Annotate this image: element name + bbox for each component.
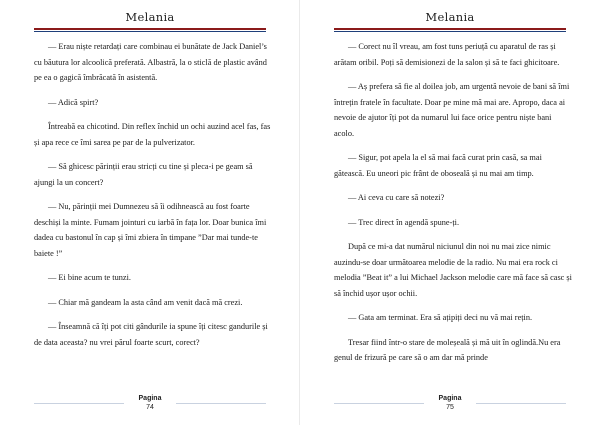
right-header-rule-red	[334, 28, 566, 30]
paragraph: — Erau niște retardați care combinau ei bunătate de Jack Daniel’s cu băutura lor alcoolică preferată. Albastră, la o sticlă de plastic având pe ea o gagică îmbrăcată în asistentă.	[34, 42, 267, 82]
left-header-rule-blue	[34, 31, 266, 32]
paragraph: — Gata am terminat. Era să ațipiți deci nu vă mai rețin.	[348, 313, 533, 322]
paragraph: — Sigur, pot apela la el să mai facă curat prin casă, sa mai gătească. Eu uneori pic frânt de oboseală și nu mai am timp.	[334, 153, 542, 178]
right-page-footer	[300, 394, 600, 412]
paragraph: — Înseamnă că îți pot citi gândurile ia spune îți citesc gandurile și de data aceasta? nu vrei părul foarte scurt, corect?	[34, 322, 268, 347]
paragraph: — Nu, părinții mei Dumnezeu să îi odihnească au fost foarte deschiși la minte. Fumam jointuri cu iarbă în fața lor. Doar bunica îmi dadea cu bastonul în cap și îmi zbiera în timpane ”Dar mai tunde-te baiete !”	[34, 202, 267, 258]
left-page-footer	[0, 394, 300, 412]
right-page-text	[334, 39, 572, 375]
paragraph: — Ei bine acum te tunzi.	[48, 273, 131, 282]
page-number: 74	[146, 404, 154, 411]
paragraph: — Adică spirt?	[48, 97, 99, 107]
right-header-rule-blue	[334, 31, 566, 32]
paragraph: După ce mi-a dat numărul niciunul din noi nu mai zice nimic auzindu-se doar următoarea melodie de la radio. Nu mai era rock ci melodia ”Beat it” a lui Michael Jackson melodie care mă face să casc și să închid ușor ușor ochii.	[334, 242, 572, 298]
paragraph: — Trec direct în agendă spune-ți.	[348, 217, 460, 227]
paragraph: — Ai ceva cu care să notezi?	[348, 193, 445, 202]
right-page	[300, 0, 600, 425]
paragraph: — Corect nu îl vreau, am fost tuns periuță cu aparatul de ras și arătam oribil. Poți să demisionezi de la salon și să te faci ghicitoare.	[334, 42, 560, 67]
paragraph: — Să ghicesc părinții erau stricți cu tine și pleca-i pe geam să ajungi la un concert?	[34, 162, 253, 187]
left-page-text	[34, 39, 272, 359]
paragraph: Întreabă ea chicotind. Din reflex închid un ochi auzind acel fas, fas și apa rece ce îmi sarea pe par de la pulverizator.	[34, 122, 271, 147]
left-header-rule-red	[34, 28, 266, 30]
page-label: Pagina	[438, 395, 462, 402]
paragraph: — Chiar mă gandeam la asta când am venit dacă mă crezi.	[48, 297, 243, 307]
right-header-title: Melania	[425, 10, 475, 24]
page-label: Pagina	[138, 395, 162, 402]
paragraph: — Aș prefera să fie al doilea job, am urgentă nevoie de bani să îmi întrețin fratele în facultate. Doar pe mine mă mai are. Apropo, daca ai nevoie de ajutor îți pot da numarul lui face orice pentru niște bani acolo.	[334, 82, 570, 138]
left-header-title: Melania	[125, 10, 175, 24]
page-number: 75	[446, 404, 454, 411]
paragraph: Tresar fiind într-o stare de moleșeală și mă uit în oglindă.Nu era genul de frizură pe care să o am dar mă prinde	[334, 337, 561, 362]
